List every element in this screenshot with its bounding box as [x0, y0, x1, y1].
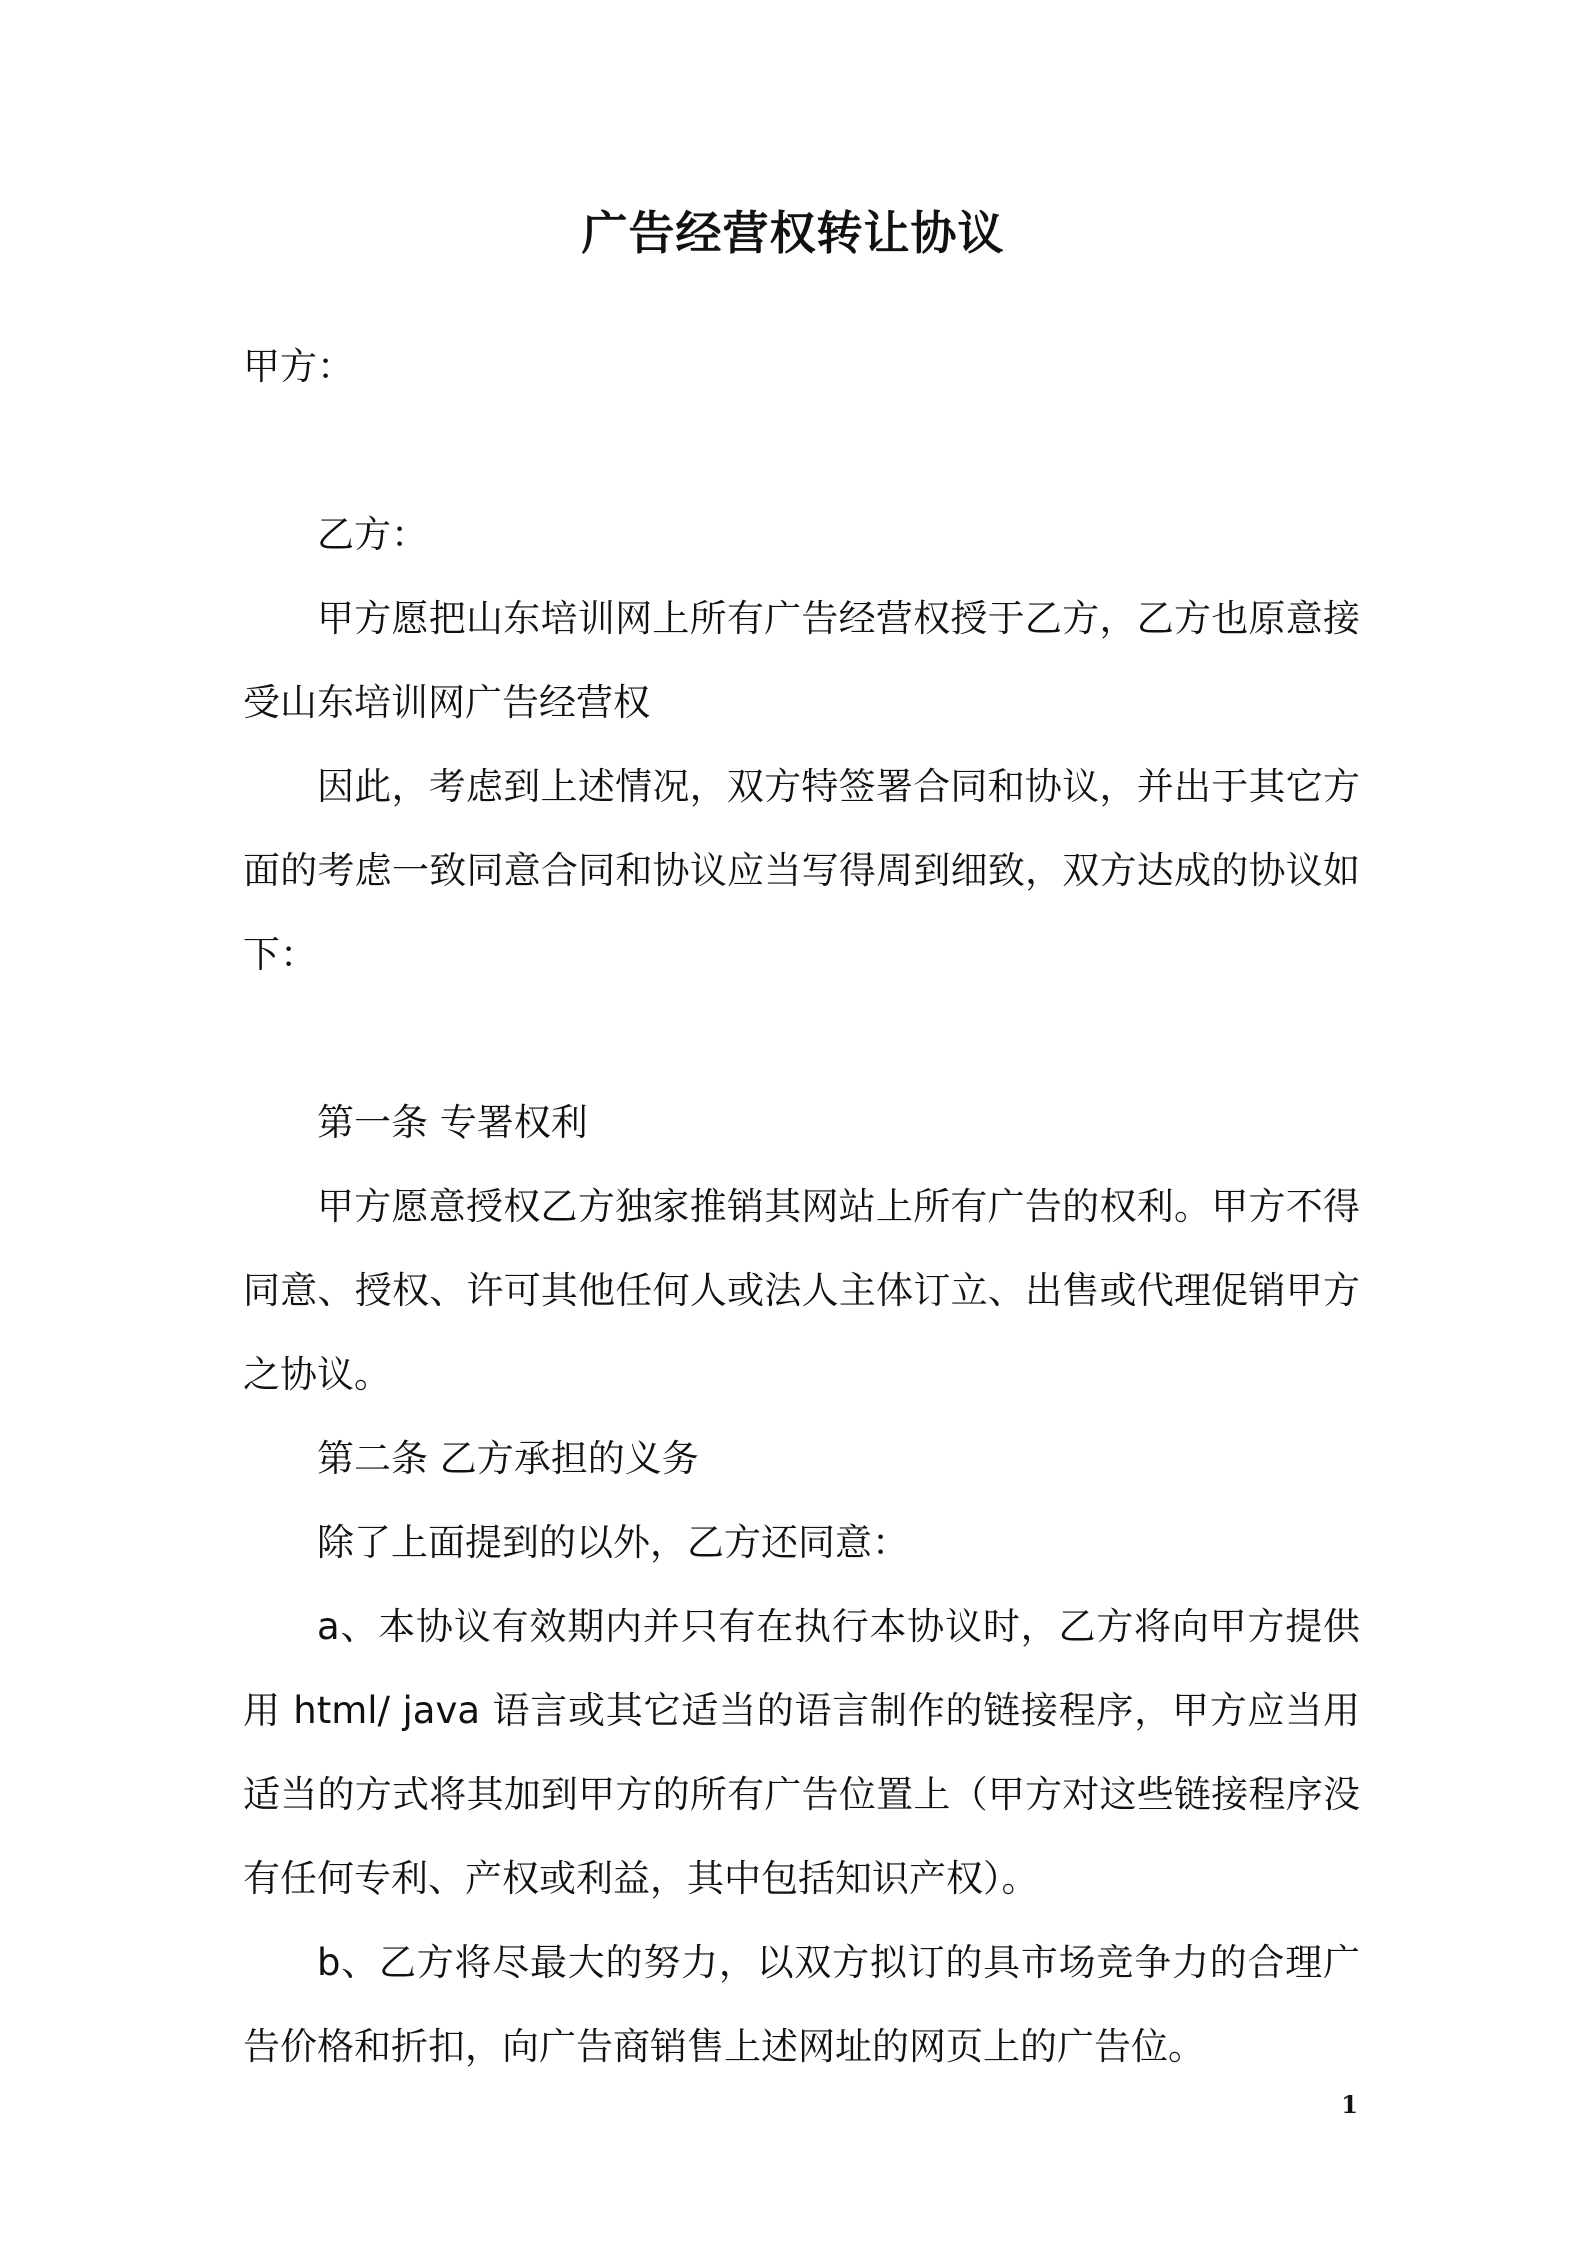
document-title: 广告经营权转让协议: [581, 206, 1005, 260]
article-2-heading: 第二条 乙方承担的义务: [317, 1437, 699, 1480]
party-b-label: 乙方：: [317, 513, 428, 556]
party-a-label: 甲方：: [243, 345, 354, 388]
article-1-text: 甲方愿意授权乙方独家推销其网站上所有广告的权利。甲方不得同意、授权、许可其他任何人或法人主体订立、出售或代理促销甲方之协议。: [243, 1185, 1360, 1396]
blank-line: [243, 997, 1360, 1081]
document-body: [243, 325, 1360, 2089]
article-1-heading: 第一条 专署权利: [317, 1101, 588, 1144]
clause-b: b、乙方将尽最大的努力，以双方拟订的具市场竞争力的合理广告价格和折扣，向广告商销售上述网址的网页上的广告位。: [243, 1941, 1360, 2068]
blank-line: [243, 409, 1360, 493]
clause-a: a、本协议有效期内并只有在执行本协议时，乙方将向甲方提供用 html/ java 语言或其它适当的语言制作的链接程序，甲方应当用适当的方式将其加到甲方的所有广告位置上（甲方对这些链接程序没有任何专利、产权或利益，其中包括知识产权）。: [243, 1605, 1360, 1900]
page-number: 1: [1341, 2090, 1358, 2119]
article-2-intro: 除了上面提到的以外，乙方还同意：: [317, 1521, 909, 1564]
intro-paragraph-2: 因此，考虑到上述情况，双方特签署合同和协议，并出于其它方面的考虑一致同意合同和协议应当写得周到细致，双方达成的协议如下：: [243, 765, 1360, 976]
intro-paragraph-1: 甲方愿把山东培训网上所有广告经营权授于乙方，乙方也原意接受山东培训网广告经营权: [243, 597, 1360, 724]
